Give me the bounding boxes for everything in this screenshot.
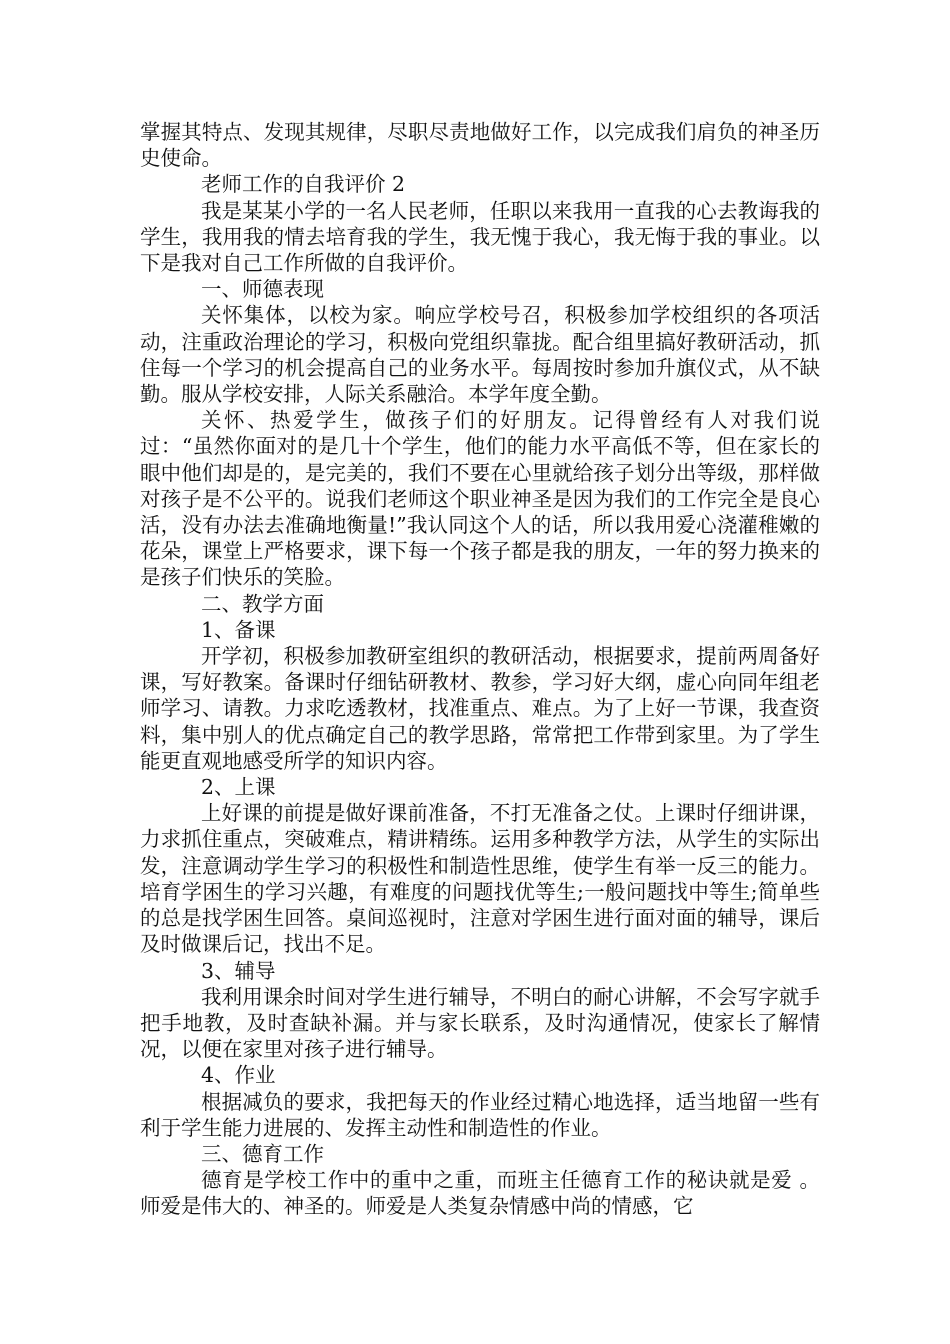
paragraph-intro: 我是某某小学的一名人民老师，任职以来我用一直我的心去教诲我的学生，我用我的情去培育我的学生，我无愧于我心，我无悔于我的事业。以下是我对自己工作所做的自我评价。 xyxy=(140,198,820,276)
section-heading-self-evaluation-2: 老师工作的自我评价 2 xyxy=(201,172,406,197)
paragraph-moral-education: 德育是学校工作中的重中之重，而班主任德育工作的秘诀就是爱 。师爱是伟大的、神圣的。师爱是人类复杂情感中尚的情感，它 xyxy=(140,1168,820,1219)
subheading-class: 2、上课 xyxy=(201,775,276,800)
paragraph-tutoring: 我利用课余时间对学生进行辅导，不明白的耐心讲解，不会写字就手把手地教，及时查缺补漏。并与家长联系，及时沟通情况，使家长了解情况，以便在家里对孩子进行辅导。 xyxy=(140,984,820,1062)
document-body xyxy=(140,119,820,1220)
paragraph-continuation: 掌握其特点、发现其规律，尽职尽责地做好工作，以完成我们肩负的神圣历史使命。 xyxy=(140,120,820,171)
subheading-homework: 4、作业 xyxy=(201,1063,276,1088)
paragraph-class: 上好课的前提是做好课前准备，不打无准备之仗。上课时仔细讲课，力求抓住重点，突破难点，精讲精练。运用多种教学方法，从学生的实际出发，注意调动学生学习的积极性和制造性思维，使学生有举一反三的能力。培育学困生的学习兴趣，有难度的问题找优等生;一般问题找中等生;简单些的总是找学困生回答。桌间巡视时，注意对学困生进行面对面的辅导，课后及时做课后记，找出不足。 xyxy=(140,801,820,957)
subheading-tutoring: 3、辅导 xyxy=(201,958,276,983)
heading-teaching: 二、教学方面 xyxy=(201,591,324,616)
paragraph-care-collective: 关怀集体，以校为家。响应学校号召，积极参加学校组织的各项活动，注重政治理论的学习，积极向党组织靠拢。配合组里搞好教研活动，抓住每一个学习的机会提高自己的业务水平。每周按时参加升旗仪式，从不缺勤。服从学校安排，人际关系融洽。本学年度全勤。 xyxy=(140,303,820,407)
paragraph-lesson-prep: 开学初，积极参加教研室组织的教研活动，根据要求，提前两周备好课，写好教案。备课时仔细钻研教材、教参，学习好大纲，虚心向同年组老师学习、请教。力求吃透教材，找准重点、难点。为了上好一节课，我查资料，集中别人的优点确定自己的教学思路，常常把工作带到家里。为了学生能更直观地感受所学的知识内容。 xyxy=(140,644,820,773)
heading-moral-education: 三、德育工作 xyxy=(201,1141,324,1166)
heading-teacher-ethics: 一、师德表现 xyxy=(201,277,324,302)
paragraph-homework: 根据减负的要求，我把每天的作业经过精心地选择，适当地留一些有利于学生能力进展的、发挥主动性和制造性的作业。 xyxy=(140,1089,820,1140)
paragraph-care-students: 关怀、热爱学生，做孩子们的好朋友。记得曾经有人对我们说过：“虽然你面对的是几十个学生，他们的能力水平高低不等，但在家长的眼中他们却是的，是完美的，我们不要在心里就给孩子划分出等级，那样做对孩子是不公平的。说我们老师这个职业神圣是因为我们的工作完全是良心活，没有办法去准确地衡量!”我认同这个人的话，所以我用爱心浇灌稚嫩的花朵，课堂上严格要求，课下每一个孩子都是我的朋友，一年的努力换来的是孩子们快乐的笑脸。 xyxy=(140,408,820,590)
subheading-lesson-prep: 1、备课 xyxy=(201,617,276,642)
